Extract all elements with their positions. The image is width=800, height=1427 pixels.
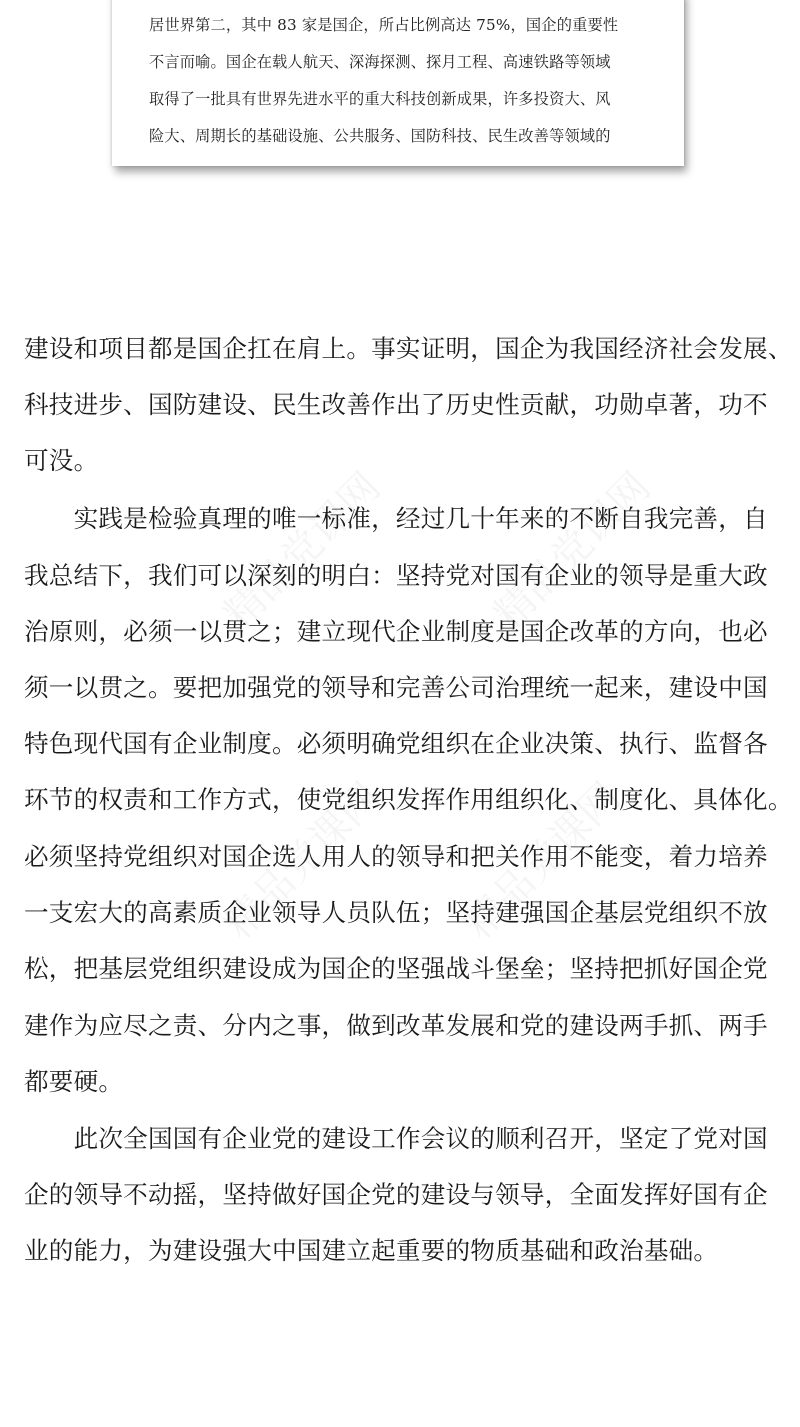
body-line: 须一以贯之。要把加强党的领导和完善公司治理统一起来，建设中国 (24, 673, 768, 702)
body-line: 治原则，必须一以贯之；建立现代企业制度是国企改革的方向，也必 (24, 617, 768, 646)
body-line: 都要硬。 (24, 1067, 124, 1096)
body-line: 建作为应尽之责、分内之事，做到改革发展和党的建设两手抓、两手 (24, 1011, 768, 1040)
watermark (209, 458, 391, 640)
body-line: 特色现代国有企业制度。必须明确党组织在企业决策、执行、监督各 (24, 729, 768, 758)
body-line: 我总结下，我们可以深刻的明白：坚持党对国有企业的领导是重大政 (24, 561, 768, 590)
body-line: 松，把基层党组织建设成为国企的坚强战斗堡垒；坚持把抓好国企党 (24, 954, 768, 983)
body-line: 企的领导不动摇，坚持做好国企党的建设与领导，全面发挥好国有企 (24, 1180, 768, 1209)
body-line: 实践是检验真理的唯一标准，经过几十年来的不断自我完善，自 (24, 504, 768, 533)
excerpt-card (112, 0, 684, 166)
body-line: 一支宏大的高素质企业领导人员队伍；坚持建强国企基层党组织不放 (24, 898, 768, 927)
card-line: 不言而喻。国企在载人航天、深海探测、探月工程、高速铁路等领域 (149, 53, 611, 71)
body-line: 必须坚持党组织对国企选人用人的领导和把关作用不能变，着力培养 (24, 842, 768, 871)
body-line: 科技进步、国防建设、民生改善作出了历史性贡献，功勋卓著，功不 (24, 390, 768, 419)
body-line: 业的能力，为建设强大中国建立起重要的物质基础和政治基础。 (24, 1236, 719, 1265)
body-line: 建设和项目都是国企扛在肩上。事实证明，国企为我国经济社会发展、 (24, 334, 793, 363)
watermark (479, 458, 661, 640)
card-line: 取得了一批具有世界先进水平的重大科技创新成果，许多投资大、风 (149, 90, 611, 108)
card-line: 险大、周期长的基础设施、公共服务、国防科技、民生改善等领域的 (149, 127, 611, 145)
body-line: 可没。 (24, 446, 99, 475)
body-line: 环节的权责和工作方式，使党组织发挥作用组织化、制度化、具体化。 (24, 785, 793, 814)
card-line: 居世界第二，其中 83 家是国企，所占比例高达 75%，国企的重要性 (149, 16, 619, 34)
body-line: 此次全国国有企业党的建设工作会议的顺利召开，坚定了党对国 (24, 1124, 768, 1153)
